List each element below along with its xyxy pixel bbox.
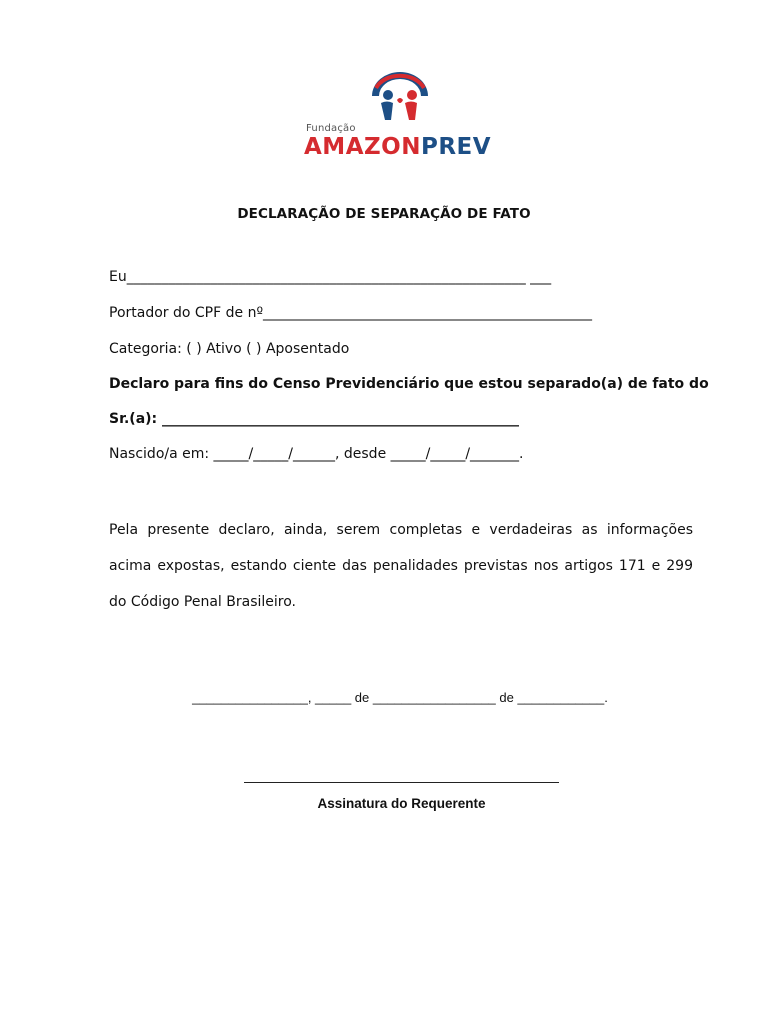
logo-word-prev: PREV [420, 134, 492, 160]
signature-line [244, 782, 559, 783]
name-field-line: Eu_________________________________________________________ ___ [109, 269, 552, 285]
place-date-line: ________________, _____ de _________________ de ____________. [192, 690, 608, 705]
amazonprev-logo-mark [367, 70, 433, 122]
birth-date-line: Nascido/a em: _____/_____/______, desde _____/_____/_______. [109, 446, 524, 462]
amazonprev-logo [300, 70, 500, 165]
logo-word-amazon: AMAZON [304, 134, 421, 160]
cpf-field-line: Portador do CPF de nº_______________________________________________ [109, 305, 593, 321]
declaration-line: Declaro para fins do Censo Previdenciário que estou separado(a) de fato do [109, 376, 709, 392]
document-title: DECLARAÇÃO DE SEPARAÇÃO DE FATO [237, 206, 531, 222]
logo-prefix: Fundação [306, 123, 356, 134]
logo-wordmark [304, 134, 491, 160]
spouse-field-line: Sr.(a): ___________________________________________________ [109, 411, 520, 427]
category-line: Categoria: ( ) Ativo ( ) Aposentado [109, 341, 350, 357]
signature-label: Assinatura do Requerente [317, 796, 486, 811]
statement-paragraph: Pela presente declaro, ainda, serem completas e verdadeiras as informações acima expostas, estando ciente das penalidades previstas nos artigos 171 e 299 do Código Penal Brasileiro. [109, 522, 693, 610]
